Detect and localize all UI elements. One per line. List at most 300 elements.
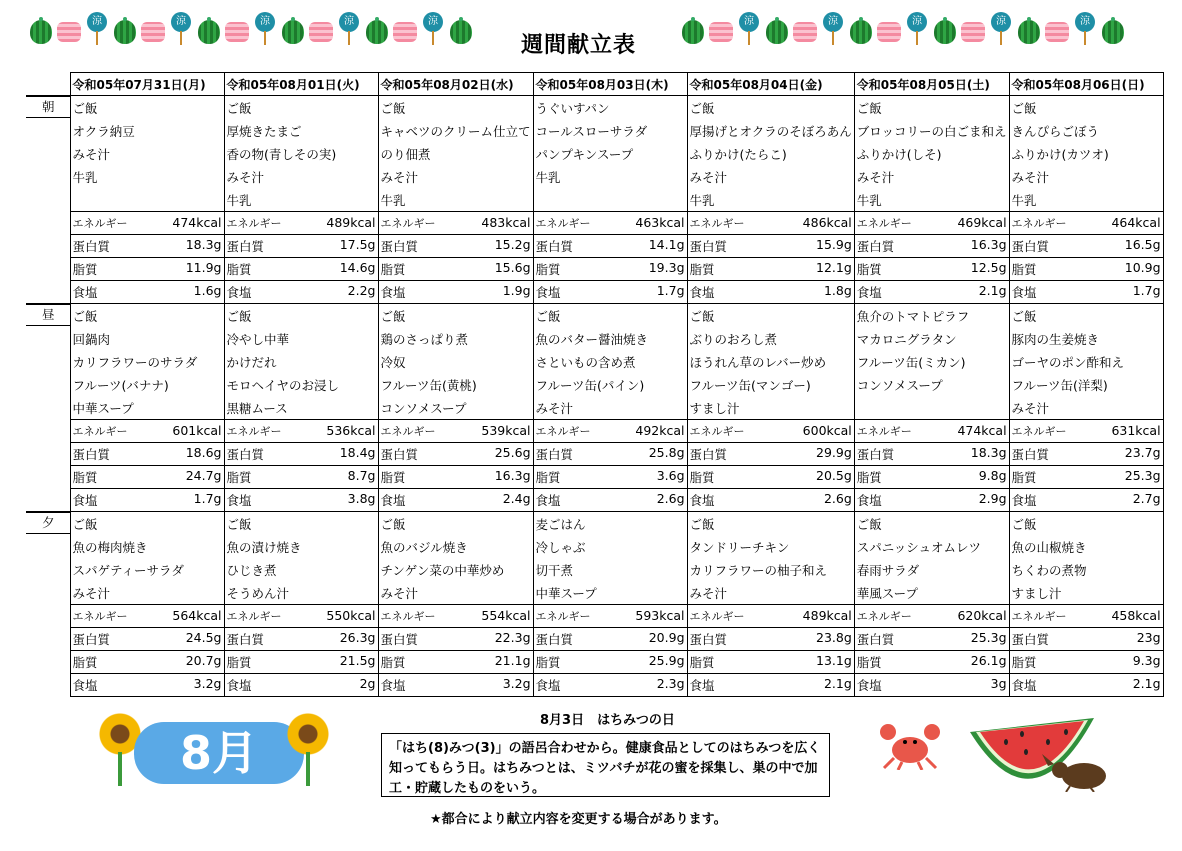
- sunflower-icon: [286, 712, 330, 756]
- nutrient-value: 24.7g: [185, 468, 222, 483]
- nutrition-row: [26, 212, 1163, 235]
- nutrient-value: 2.6g: [823, 491, 852, 506]
- dish-row: [26, 304, 1163, 328]
- nutrition-cell: [533, 281, 687, 304]
- nutrient-label: 蛋白質: [72, 447, 111, 462]
- crab-icon: [878, 720, 942, 770]
- nutrient-label: 脂質: [226, 655, 252, 670]
- nutrition-row: [26, 235, 1163, 258]
- nutrient-label: 脂質: [689, 262, 715, 277]
- nutrient-value: 2.6g: [656, 491, 685, 506]
- nutrition-cell: [224, 420, 378, 443]
- dish-cell: ご飯: [1009, 304, 1163, 328]
- nutrient-label: エネルギー: [689, 610, 745, 623]
- dish-cell: みそ汁: [1009, 165, 1163, 188]
- nutrition-cell: [687, 605, 854, 628]
- nutrient-label: エネルギー: [689, 217, 745, 230]
- dish-cell: フルーツ缶(黄桃): [378, 373, 533, 396]
- nutrient-label: 食塩: [856, 678, 882, 693]
- dish-cell: 牛乳: [687, 188, 854, 212]
- nutrition-cell: [1009, 235, 1163, 258]
- nutrient-value: 25.9g: [648, 653, 685, 668]
- nutrient-label: 食塩: [72, 493, 98, 508]
- kakigori-icon: [140, 12, 166, 46]
- nutrient-label: 蛋白質: [226, 239, 265, 254]
- dish-cell: 回鍋肉: [70, 327, 224, 350]
- nutrition-cell: [224, 674, 378, 697]
- dish-row: [26, 558, 1163, 581]
- nutrient-label: 食塩: [856, 285, 882, 300]
- nutrient-label: 食塩: [689, 285, 715, 300]
- dish-cell: みそ汁: [854, 165, 1009, 188]
- nutrient-label: 脂質: [856, 470, 882, 485]
- nutrient-value: 3g: [990, 676, 1007, 691]
- dish-cell: [533, 188, 687, 212]
- nutrient-label: エネルギー: [535, 217, 591, 230]
- dish-cell: 切干煮: [533, 558, 687, 581]
- nutrient-label: 食塩: [535, 285, 561, 300]
- nutrition-cell: [224, 466, 378, 489]
- nutrient-value: 12.1g: [816, 260, 852, 275]
- kakigori-icon: [56, 12, 82, 46]
- nutrient-value: 18.3g: [185, 237, 222, 252]
- nutrient-value: 16.3g: [494, 468, 531, 483]
- dish-cell: のり佃煮: [378, 142, 533, 165]
- kakigori-icon: [224, 12, 250, 46]
- dish-row: [26, 327, 1163, 350]
- date-header: 令和05年08月01日(火): [224, 73, 378, 96]
- dish-cell: コンソメスープ: [854, 373, 1009, 396]
- dish-cell: ご飯: [533, 304, 687, 328]
- nutrient-label: エネルギー: [380, 610, 436, 623]
- nutrition-cell: [224, 443, 378, 466]
- nutrient-label: 脂質: [380, 655, 406, 670]
- meal-label-text: 夕: [26, 512, 70, 534]
- nutrition-cell: [687, 258, 854, 281]
- nutrition-cell: [70, 258, 224, 281]
- uchiwa-fan-icon: 涼: [988, 12, 1014, 46]
- nutrient-value: 464kcal: [1111, 215, 1161, 230]
- nutrient-value: 631kcal: [1111, 423, 1161, 438]
- nutrition-cell: [378, 212, 533, 235]
- nutrient-value: 16.5g: [1124, 237, 1161, 252]
- dish-cell: チンゲン菜の中華炒め: [378, 558, 533, 581]
- nutrient-value: 3.2g: [193, 676, 222, 691]
- dish-cell: タンドリーチキン: [687, 535, 854, 558]
- nutrient-label: 蛋白質: [689, 239, 728, 254]
- dish-cell: 中華スープ: [70, 396, 224, 420]
- uchiwa-fan-icon: 涼: [420, 12, 446, 46]
- nutrient-value: 2.1g: [823, 676, 852, 691]
- dish-cell: みそ汁: [378, 165, 533, 188]
- nutrient-value: 26.1g: [970, 653, 1007, 668]
- dish-cell: みそ汁: [70, 581, 224, 605]
- nutrient-value: 14.6g: [339, 260, 376, 275]
- nutrition-cell: [854, 281, 1009, 304]
- nutrition-cell: [224, 281, 378, 304]
- dish-cell: フルーツ缶(マンゴー): [687, 373, 854, 396]
- nutrient-label: エネルギー: [856, 217, 912, 230]
- nutrient-label: 食塩: [380, 678, 406, 693]
- nutrition-cell: [533, 466, 687, 489]
- watermelon-icon: [680, 12, 706, 46]
- dish-cell: ふりかけ(しそ): [854, 142, 1009, 165]
- watermelon-icon: [28, 12, 54, 46]
- nutrition-cell: [70, 466, 224, 489]
- month-badge: 8月: [134, 722, 304, 784]
- nutrition-cell: [533, 443, 687, 466]
- nutrient-label: 食塩: [1011, 493, 1037, 508]
- nutrient-label: 食塩: [535, 678, 561, 693]
- uchiwa-fan-icon: 涼: [820, 12, 846, 46]
- nutrient-label: 脂質: [1011, 470, 1037, 485]
- dish-cell: みそ汁: [70, 142, 224, 165]
- dish-cell: オクラ納豆: [70, 119, 224, 142]
- nutrient-value: 25.8g: [648, 445, 685, 460]
- nutrition-cell: [854, 651, 1009, 674]
- nutrient-value: 620kcal: [957, 608, 1007, 623]
- nutrient-label: 食塩: [380, 285, 406, 300]
- dish-cell: [854, 396, 1009, 420]
- nutrient-label: 蛋白質: [226, 447, 265, 462]
- dish-cell: マカロニグラタン: [854, 327, 1009, 350]
- dish-cell: カリフラワーのサラダ: [70, 350, 224, 373]
- nutrient-label: 食塩: [72, 285, 98, 300]
- change-notice: ★都合により献立内容を変更する場合があります。: [430, 812, 727, 827]
- nutrient-value: 18.6g: [185, 445, 222, 460]
- nutrition-cell: [854, 420, 1009, 443]
- header-decoration-left: [28, 12, 474, 46]
- nutrient-label: 食塩: [380, 493, 406, 508]
- nutrient-label: 蛋白質: [380, 632, 419, 647]
- dish-cell: コールスローサラダ: [533, 119, 687, 142]
- nutrition-row: [26, 443, 1163, 466]
- nutrient-value: 1.8g: [823, 283, 852, 298]
- dish-cell: コンソメスープ: [378, 396, 533, 420]
- uchiwa-fan-icon: 涼: [252, 12, 278, 46]
- uchiwa-fan-icon: 涼: [336, 12, 362, 46]
- dish-cell: カリフラワーの柚子和え: [687, 558, 854, 581]
- nutrient-value: 3.2g: [502, 676, 531, 691]
- dish-cell: 魚の漬け焼き: [224, 535, 378, 558]
- nutrition-cell: [1009, 489, 1163, 512]
- uchiwa-fan-icon: 涼: [1072, 12, 1098, 46]
- dish-cell: ぶりのおろし煮: [687, 327, 854, 350]
- watermelon-icon: [932, 12, 958, 46]
- header: [0, 0, 1182, 68]
- dish-row: [26, 535, 1163, 558]
- nutrient-label: 食塩: [1011, 678, 1037, 693]
- nutrition-cell: [70, 443, 224, 466]
- watermelon-icon: [280, 12, 306, 46]
- nutrient-label: エネルギー: [380, 217, 436, 230]
- dish-cell: スパゲティーサラダ: [70, 558, 224, 581]
- nutrient-value: 593kcal: [635, 608, 685, 623]
- nutrient-value: 489kcal: [326, 215, 376, 230]
- dish-cell: かけだれ: [224, 350, 378, 373]
- nutrient-value: 23.8g: [816, 630, 852, 645]
- dish-cell: ご飯: [687, 96, 854, 120]
- nutrition-cell: [687, 466, 854, 489]
- nutrient-value: 474kcal: [172, 215, 222, 230]
- watermelon-icon: [848, 12, 874, 46]
- meal-label: [26, 304, 70, 512]
- nutrition-cell: [1009, 420, 1163, 443]
- sunflower-stem: [306, 752, 310, 786]
- dish-cell: 魚介のトマトピラフ: [854, 304, 1009, 328]
- nutrient-label: 脂質: [689, 470, 715, 485]
- nutrient-label: 脂質: [535, 655, 561, 670]
- nutrient-label: 食塩: [226, 493, 252, 508]
- nutrition-cell: [854, 466, 1009, 489]
- dish-cell: ふりかけ(カツオ): [1009, 142, 1163, 165]
- dish-row: [26, 350, 1163, 373]
- nutrition-cell: [224, 651, 378, 674]
- watermelon-icon: [1016, 12, 1042, 46]
- nutrient-label: 蛋白質: [1011, 239, 1050, 254]
- kakigori-icon: [1044, 12, 1070, 46]
- nutrient-label: エネルギー: [856, 425, 912, 438]
- dish-cell: すまし汁: [1009, 581, 1163, 605]
- date-header: 令和05年08月04日(金): [687, 73, 854, 96]
- dish-cell: 春雨サラダ: [854, 558, 1009, 581]
- nutrient-label: エネルギー: [226, 217, 282, 230]
- nutrient-value: 564kcal: [172, 608, 222, 623]
- nutrition-cell: [1009, 651, 1163, 674]
- dish-cell: ご飯: [224, 512, 378, 536]
- dish-cell: ご飯: [70, 304, 224, 328]
- dish-cell: 厚揚げとオクラのそぼろあん: [687, 119, 854, 142]
- beetle-icon: [1040, 752, 1112, 792]
- nutrition-cell: [70, 674, 224, 697]
- uchiwa-fan-icon: 涼: [904, 12, 930, 46]
- dish-row: [26, 96, 1163, 120]
- nutrient-value: 9.3g: [1132, 653, 1161, 668]
- nutrient-label: 脂質: [535, 262, 561, 277]
- nutrient-value: 492kcal: [635, 423, 685, 438]
- nutrition-row: [26, 420, 1163, 443]
- nutrient-label: 食塩: [72, 678, 98, 693]
- nutrient-label: 蛋白質: [1011, 447, 1050, 462]
- nutrition-cell: [378, 443, 533, 466]
- nutrition-row: [26, 489, 1163, 512]
- nutrient-value: 1.7g: [1132, 283, 1161, 298]
- dish-cell: 鶏のさっぱり煮: [378, 327, 533, 350]
- dish-cell: 厚焼きたまご: [224, 119, 378, 142]
- nutrition-cell: [687, 212, 854, 235]
- nutrient-label: エネルギー: [1011, 425, 1067, 438]
- dish-cell: みそ汁: [378, 581, 533, 605]
- nutrient-label: エネルギー: [535, 610, 591, 623]
- dish-cell: モロヘイヤのお浸し: [224, 373, 378, 396]
- watermelon-icon: [112, 12, 138, 46]
- dish-cell: 黒糖ムース: [224, 396, 378, 420]
- nutrient-value: 1.7g: [193, 491, 222, 506]
- nutrient-label: 食塩: [856, 493, 882, 508]
- nutrient-label: 食塩: [226, 285, 252, 300]
- nutrition-cell: [533, 651, 687, 674]
- nutrition-cell: [687, 420, 854, 443]
- nutrient-value: 486kcal: [802, 215, 852, 230]
- nutrient-label: 脂質: [72, 470, 98, 485]
- nutrient-value: 16.3g: [970, 237, 1007, 252]
- nutrient-label: 脂質: [72, 262, 98, 277]
- nutrient-value: 13.1g: [816, 653, 852, 668]
- dish-row: [26, 188, 1163, 212]
- nutrition-cell: [70, 281, 224, 304]
- dish-cell: 冷しゃぶ: [533, 535, 687, 558]
- nutrition-cell: [70, 420, 224, 443]
- nutrient-label: 脂質: [535, 470, 561, 485]
- dish-cell: 豚肉の生姜焼き: [1009, 327, 1163, 350]
- uchiwa-fan-icon: 涼: [168, 12, 194, 46]
- nutrient-label: エネルギー: [1011, 610, 1067, 623]
- nutrient-label: 食塩: [535, 493, 561, 508]
- dish-cell: フルーツ缶(ミカン): [854, 350, 1009, 373]
- nutrition-cell: [687, 281, 854, 304]
- dish-cell: みそ汁: [687, 581, 854, 605]
- nutrition-cell: [224, 212, 378, 235]
- nutrient-value: 21.1g: [494, 653, 531, 668]
- nutrient-value: 550kcal: [326, 608, 376, 623]
- nutrition-cell: [533, 258, 687, 281]
- dish-cell: ご飯: [687, 512, 854, 536]
- nutrient-value: 2.4g: [502, 491, 531, 506]
- kakigori-icon: [708, 12, 734, 46]
- nutrient-value: 20.9g: [648, 630, 685, 645]
- dish-cell: キャベツのクリーム仕立て: [378, 119, 533, 142]
- special-day-description: 「はち(8)みつ(3)」の語呂合わせから。健康食品としてのはちみつを広く知ってもらう日。はちみつとは、ミツバチが花の蜜を採集し、巣の中で加工・貯蔵したものをいう。: [381, 733, 830, 797]
- nutrition-cell: [533, 628, 687, 651]
- dish-cell: ちくわの煮物: [1009, 558, 1163, 581]
- nutrient-label: 食塩: [226, 678, 252, 693]
- nutrient-label: エネルギー: [72, 610, 128, 623]
- dish-cell: 香の物(青しその実): [224, 142, 378, 165]
- kakigori-icon: [792, 12, 818, 46]
- nutrient-value: 11.9g: [185, 260, 222, 275]
- dish-cell: 牛乳: [224, 188, 378, 212]
- nutrition-cell: [854, 443, 1009, 466]
- nutrient-value: 463kcal: [635, 215, 685, 230]
- nutrient-value: 18.3g: [970, 445, 1007, 460]
- nutrient-value: 1.6g: [193, 283, 222, 298]
- dish-row: [26, 119, 1163, 142]
- nutrient-value: 2.2g: [347, 283, 376, 298]
- nutrient-label: 蛋白質: [856, 632, 895, 647]
- nutrient-value: 20.5g: [816, 468, 852, 483]
- dish-cell: 牛乳: [378, 188, 533, 212]
- nutrition-cell: [378, 605, 533, 628]
- nutrient-label: 食塩: [689, 678, 715, 693]
- nutrient-label: 蛋白質: [689, 447, 728, 462]
- nutrition-row: [26, 466, 1163, 489]
- nutrient-label: 脂質: [380, 262, 406, 277]
- dish-cell: 牛乳: [854, 188, 1009, 212]
- nutrient-value: 469kcal: [957, 215, 1007, 230]
- nutrient-label: 蛋白質: [535, 447, 574, 462]
- nutrient-value: 600kcal: [802, 423, 852, 438]
- nutrition-cell: [70, 605, 224, 628]
- nutrient-label: 脂質: [380, 470, 406, 485]
- nutrient-value: 14.1g: [648, 237, 685, 252]
- nutrition-row: [26, 651, 1163, 674]
- date-header: 令和05年08月03日(木): [533, 73, 687, 96]
- dish-row: [26, 142, 1163, 165]
- watermelon-icon: [764, 12, 790, 46]
- dish-cell: パンプキンスープ: [533, 142, 687, 165]
- nutrition-cell: [378, 420, 533, 443]
- nutrition-cell: [687, 628, 854, 651]
- dish-cell: 冷やし中華: [224, 327, 378, 350]
- dish-cell: みそ汁: [687, 165, 854, 188]
- nutrition-row: [26, 628, 1163, 651]
- nutrient-value: 22.3g: [494, 630, 531, 645]
- watermelon-icon: [1100, 12, 1126, 46]
- nutrient-label: 食塩: [1011, 285, 1037, 300]
- nutrient-value: 24.5g: [185, 630, 222, 645]
- header-decoration-right: [680, 12, 1126, 46]
- nutrient-value: 23g: [1136, 630, 1161, 645]
- dish-cell: フルーツ缶(パイン): [533, 373, 687, 396]
- dish-row: [26, 512, 1163, 536]
- dish-cell: ご飯: [378, 96, 533, 120]
- nutrition-cell: [378, 281, 533, 304]
- dish-cell: 中華スープ: [533, 581, 687, 605]
- nutrient-value: 10.9g: [1124, 260, 1161, 275]
- nutrient-label: 蛋白質: [72, 632, 111, 647]
- nutrition-cell: [224, 628, 378, 651]
- nutrition-cell: [1009, 674, 1163, 697]
- nutrition-cell: [224, 235, 378, 258]
- nutrient-label: 蛋白質: [535, 632, 574, 647]
- nutrient-label: エネルギー: [72, 425, 128, 438]
- nutrition-cell: [70, 235, 224, 258]
- nutrition-cell: [533, 489, 687, 512]
- nutrient-value: 1.7g: [656, 283, 685, 298]
- nutrition-cell: [224, 605, 378, 628]
- dish-cell: ご飯: [854, 96, 1009, 120]
- nutrient-value: 2.1g: [1132, 676, 1161, 691]
- nutrient-label: エネルギー: [856, 610, 912, 623]
- dish-cell: 冷奴: [378, 350, 533, 373]
- nutrition-cell: [533, 235, 687, 258]
- meal-label: [26, 96, 70, 304]
- nutrient-value: 554kcal: [481, 608, 531, 623]
- dish-cell: うぐいすパン: [533, 96, 687, 120]
- nutrient-label: 食塩: [689, 493, 715, 508]
- nutrition-cell: [854, 212, 1009, 235]
- nutrient-label: 蛋白質: [856, 447, 895, 462]
- nutrient-value: 19.3g: [648, 260, 685, 275]
- nutrient-value: 15.9g: [816, 237, 852, 252]
- nutrition-cell: [1009, 443, 1163, 466]
- nutrient-value: 25.3g: [970, 630, 1007, 645]
- nutrient-label: 蛋白質: [1011, 632, 1050, 647]
- nutrient-label: エネルギー: [72, 217, 128, 230]
- nutrient-value: 3.6g: [656, 468, 685, 483]
- nutrient-label: 脂質: [856, 655, 882, 670]
- dish-cell: 魚のバジル焼き: [378, 535, 533, 558]
- nutrient-value: 15.6g: [494, 260, 531, 275]
- nutrition-cell: [687, 443, 854, 466]
- dish-cell: さといもの含め煮: [533, 350, 687, 373]
- nutrient-value: 25.6g: [494, 445, 531, 460]
- nutrient-value: 29.9g: [816, 445, 852, 460]
- dish-cell: みそ汁: [1009, 396, 1163, 420]
- nutrient-value: 9.8g: [978, 468, 1007, 483]
- nutrient-value: 26.3g: [339, 630, 376, 645]
- dish-cell: ご飯: [70, 512, 224, 536]
